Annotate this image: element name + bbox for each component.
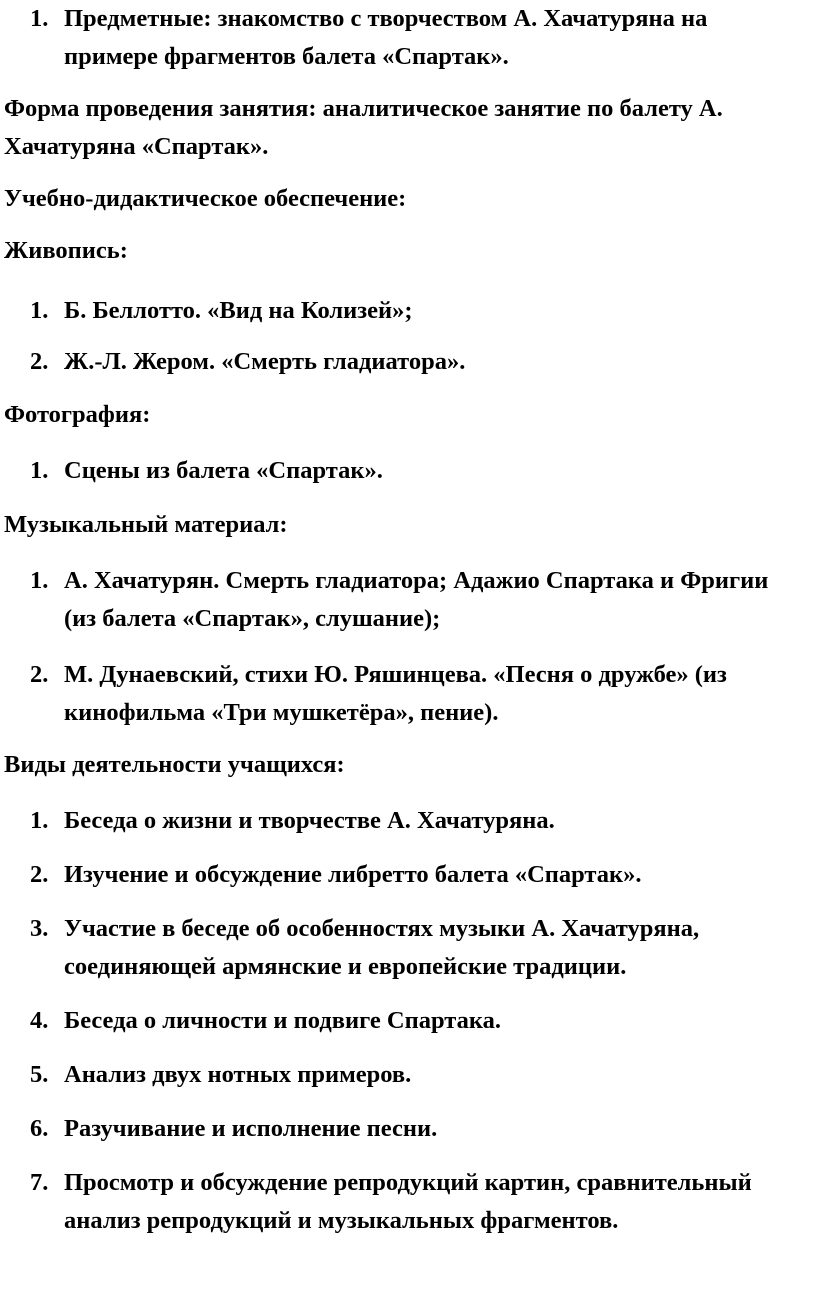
list-number: 7.: [30, 1169, 49, 1196]
list-number: 5.: [30, 1061, 49, 1088]
list-number: 1.: [30, 5, 49, 32]
list-text: Участие в беседе об особенностях музыки А. Хачатуряна, соединяющей армянские и европейские традиции.: [64, 915, 700, 980]
lesson-form-paragraph: Форма проведения занятия: аналитическое занятие по балету А. Хачатуряна «Спартак».: [4, 95, 723, 160]
list-text: Б. Беллотто. «Вид на Колизей»;: [64, 297, 413, 324]
photo-heading: Фотография:: [4, 401, 151, 428]
list-text: Анализ двух нотных примеров.: [64, 1061, 412, 1088]
list-text: Ж.-Л. Жером. «Смерть гладиатора».: [64, 348, 466, 375]
materials-heading: Учебно-дидактическое обеспечение:: [4, 185, 407, 212]
list-number: 6.: [30, 1115, 49, 1142]
music-heading: Музыкальный материал:: [4, 511, 288, 538]
list-text: Беседа о личности и подвиге Спартака.: [64, 1007, 501, 1034]
list-text: Беседа о жизни и творчестве А. Хачатуряна.: [64, 807, 555, 834]
list-text: Просмотр и обсуждение репродукций картин, сравнительный анализ репродукций и музыкальных фрагментов.: [64, 1169, 752, 1234]
list-text: Разучивание и исполнение песни.: [64, 1115, 438, 1142]
list-number: 1.: [30, 457, 49, 484]
list-number: 1.: [30, 807, 49, 834]
list-number: 3.: [30, 915, 49, 942]
list-number: 2.: [30, 348, 49, 375]
painting-heading: Живопись:: [4, 237, 128, 264]
activities-heading: Виды деятельности учащихся:: [4, 751, 345, 778]
list-text: Изучение и обсуждение либретто балета «Спартак».: [64, 861, 642, 888]
list-number: 2.: [30, 661, 49, 688]
list-text: Предметные: знакомство с творчеством А. Хачатуряна на примере фрагментов балета «Спартак».: [64, 5, 708, 70]
list-number: 4.: [30, 1007, 49, 1034]
list-number: 1.: [30, 567, 49, 594]
list-number: 1.: [30, 297, 49, 324]
list-text: А. Хачатурян. Смерть гладиатора; Адажио Спартака и Фригии (из балета «Спартак», слушание);: [64, 567, 769, 632]
list-text: Сцены из балета «Спартак».: [64, 457, 383, 484]
list-number: 2.: [30, 861, 49, 888]
list-text: М. Дунаевский, стихи Ю. Ряшинцева. «Песня о дружбе» (из кинофильма «Три мушкетёра», пение).: [64, 661, 727, 726]
